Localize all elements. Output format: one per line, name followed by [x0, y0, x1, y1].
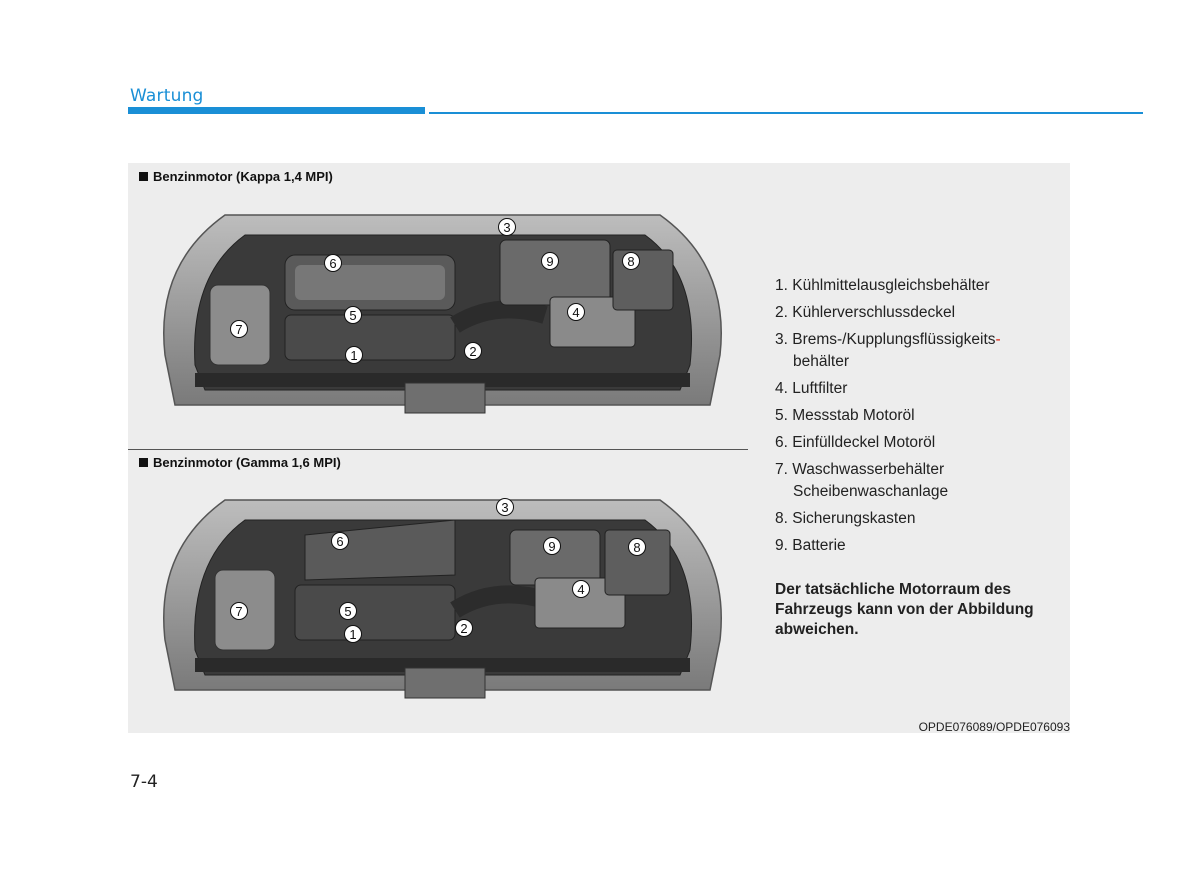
svg-text:6: 6 [336, 534, 344, 549]
svg-text:4: 4 [577, 582, 585, 597]
section-title: Wartung [130, 86, 204, 106]
svg-text:6: 6 [329, 256, 337, 271]
callout-6 [325, 255, 342, 272]
svg-text:2: 2 [469, 344, 477, 359]
svg-text:7: 7 [235, 604, 243, 619]
svg-text:2: 2 [460, 621, 468, 636]
callouts-gamma [155, 490, 730, 705]
figure-label-gamma: Benzinmotor (Gamma 1,6 MPI) [139, 455, 341, 470]
callout-7 [231, 321, 248, 338]
callout-1 [346, 347, 363, 364]
callout-3 [497, 499, 514, 516]
header-rule-thin [429, 112, 1143, 114]
callout-2 [465, 343, 482, 360]
legend-item-6: 6. Einfülldeckel Motoröl [775, 434, 936, 451]
callout-4 [568, 304, 585, 321]
svg-text:9: 9 [546, 254, 554, 269]
svg-text:3: 3 [503, 220, 511, 235]
square-bullet-icon [139, 172, 148, 181]
callout-8 [623, 253, 640, 270]
svg-text:1: 1 [350, 348, 358, 363]
callout-5 [340, 603, 357, 620]
svg-text:1: 1 [349, 627, 357, 642]
callouts-kappa [155, 205, 730, 420]
callout-4 [573, 581, 590, 598]
callout-2 [456, 620, 473, 637]
callout-6 [332, 533, 349, 550]
disclaimer-note: Der tatsächliche Motorraum des Fahrzeugs kann von der Abbildung abweichen. [775, 581, 1034, 638]
legend-item-8: 8. Sicherungskasten [775, 510, 916, 527]
page-number: 7-4 [130, 772, 158, 792]
hyphen-mark: - [995, 331, 1001, 348]
legend-item-1: 1. Kühlmittelausgleichsbehälter [775, 277, 990, 294]
header-rule-thick [128, 107, 425, 114]
legend-item-4: 4. Luftfilter [775, 380, 848, 397]
svg-text:5: 5 [349, 308, 357, 323]
svg-text:7: 7 [235, 322, 243, 337]
callout-5 [345, 307, 362, 324]
callout-1 [345, 626, 362, 643]
callout-8 [629, 539, 646, 556]
callout-9 [544, 538, 561, 555]
square-bullet-icon [139, 458, 148, 467]
legend-item-3: 3. Brems-/Kupplungsflüssigkeits- behälter [775, 331, 1001, 370]
svg-text:3: 3 [501, 500, 509, 515]
svg-text:8: 8 [627, 254, 635, 269]
svg-text:4: 4 [572, 305, 580, 320]
svg-text:5: 5 [344, 604, 352, 619]
legend-item-5: 5. Messstab Motoröl [775, 407, 915, 424]
callout-3 [499, 219, 516, 236]
callout-7 [231, 603, 248, 620]
legend-item-2: 2. Kühlerverschlussdeckel [775, 304, 956, 321]
figure-divider [128, 449, 748, 450]
callout-9 [542, 253, 559, 270]
legend-item-9: 9. Batterie [775, 537, 846, 554]
figure-label-kappa: Benzinmotor (Kappa 1,4 MPI) [139, 169, 333, 184]
component-legend [775, 275, 1065, 562]
svg-text:8: 8 [633, 540, 641, 555]
svg-text:9: 9 [548, 539, 556, 554]
image-code: OPDE076089/OPDE076093 [918, 720, 1070, 734]
legend-item-7: 7. Waschwasserbehälter Scheibenwaschanlage [775, 461, 949, 500]
